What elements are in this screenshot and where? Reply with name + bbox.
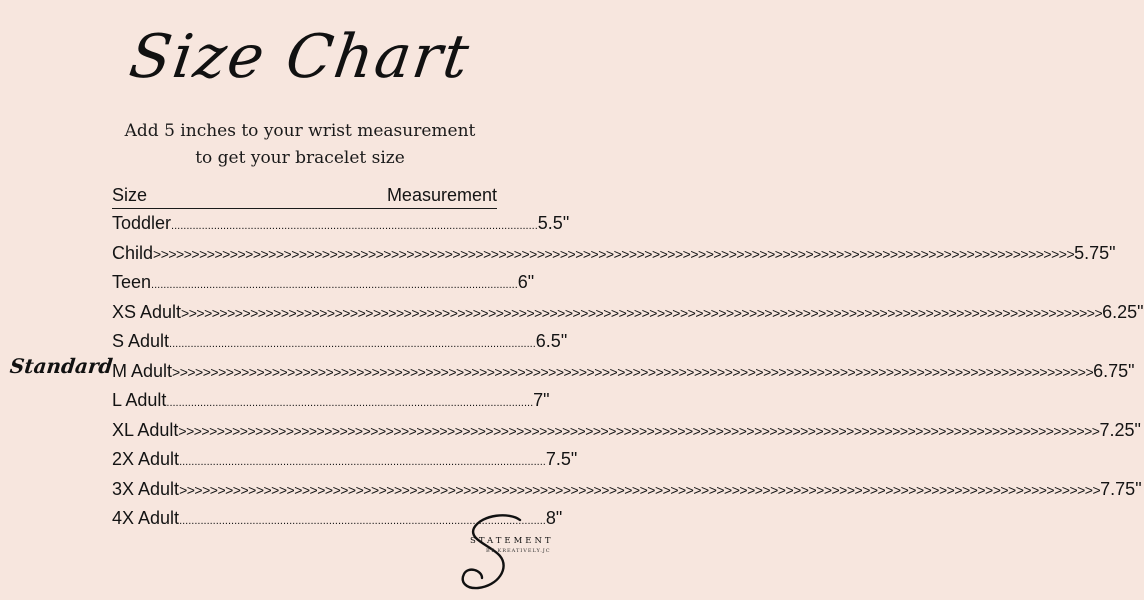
measurement-value: 5.5": [537, 213, 570, 233]
size-label: 4X Adult: [112, 508, 180, 528]
dot-leader: ........................................................................................................................: [179, 515, 546, 527]
subtitle-line-2: to get your bracelet size: [195, 148, 405, 168]
subtitle-line-1: Add 5 inches to your wrist measurement: [124, 121, 476, 141]
size-label: XS Adult: [112, 301, 182, 322]
size-label: 2X Adult: [112, 449, 180, 469]
table-row: [112, 240, 1116, 270]
measurement-value: 6": [517, 272, 535, 292]
size-label: Child: [112, 242, 154, 263]
dot-leader: ........................................................................................................................: [171, 220, 538, 232]
header-measurement: Measurement: [386, 185, 497, 205]
table-row: [112, 505, 563, 535]
size-label: Teen: [112, 272, 152, 292]
table-row: [112, 328, 568, 358]
table-row: [112, 210, 570, 240]
measurement-value: 6.75": [1093, 360, 1135, 381]
measurement-value: 7.25": [1099, 419, 1141, 440]
page-title: Size Chart: [125, 22, 475, 92]
measurement-value: 5.75": [1074, 242, 1116, 263]
logo-tagline: BY KREATIVELY.JC: [486, 548, 551, 554]
logo-word: STATEMENT: [470, 536, 554, 546]
arrow-leader: >>>>>>>>>>>>>>>>>>>>>>>>>>>>>>>>>>>>>>>>>>>>>>>>>>>>>>>>>>>>>>>>>>>>>>>>>>>>>>>>>>>>>>>>>>>>>>>>>>>>>>>>>>>>>>>>>>>>>>>>: [181, 304, 1103, 321]
size-label: Toddler: [112, 213, 172, 233]
size-label: 3X Adult: [112, 478, 180, 499]
size-label: S Adult: [112, 331, 170, 351]
measurement-value: 6.5": [535, 331, 568, 351]
size-table: [112, 210, 1144, 535]
table-header: [112, 184, 497, 209]
arrow-leader: >>>>>>>>>>>>>>>>>>>>>>>>>>>>>>>>>>>>>>>>>>>>>>>>>>>>>>>>>>>>>>>>>>>>>>>>>>>>>>>>>>>>>>>>>>>>>>>>>>>>>>>>>>>>>>>>>>>>>>>>: [179, 481, 1101, 498]
size-label: M Adult: [112, 360, 173, 381]
table-row: [112, 358, 1135, 388]
table-row: [112, 446, 578, 476]
measurement-value: 7": [533, 390, 550, 410]
dot-leader: ........................................................................................................................: [169, 338, 536, 350]
header-size: Size: [112, 185, 148, 205]
table-row: [112, 387, 550, 417]
statement-logo: [452, 512, 582, 592]
measurement-value: 7.5": [545, 449, 578, 469]
size-label: XL Adult: [112, 419, 179, 440]
table-row: [112, 417, 1141, 447]
arrow-leader: >>>>>>>>>>>>>>>>>>>>>>>>>>>>>>>>>>>>>>>>>>>>>>>>>>>>>>>>>>>>>>>>>>>>>>>>>>>>>>>>>>>>>>>>>>>>>>>>>>>>>>>>>>>>>>>>>>>>>>>>: [178, 422, 1100, 439]
arrow-leader: >>>>>>>>>>>>>>>>>>>>>>>>>>>>>>>>>>>>>>>>>>>>>>>>>>>>>>>>>>>>>>>>>>>>>>>>>>>>>>>>>>>>>>>>>>>>>>>>>>>>>>>>>>>>>>>>>>>>>>>>: [172, 363, 1094, 380]
dot-leader: ........................................................................................................................: [166, 397, 534, 409]
table-row: [112, 269, 535, 299]
standard-label: Standard: [8, 354, 114, 378]
measurement-value: 7.75": [1100, 478, 1142, 499]
table-row: [112, 299, 1144, 329]
arrow-leader: >>>>>>>>>>>>>>>>>>>>>>>>>>>>>>>>>>>>>>>>>>>>>>>>>>>>>>>>>>>>>>>>>>>>>>>>>>>>>>>>>>>>>>>>>>>>>>>>>>>>>>>>>>>>>>>>>>>>>>>>: [153, 245, 1075, 262]
size-label: L Adult: [112, 390, 167, 410]
table-row: [112, 476, 1142, 506]
dot-leader: ........................................................................................................................: [179, 456, 546, 468]
dot-leader: ........................................................................................................................: [151, 279, 518, 291]
measurement-value: 6.25": [1102, 301, 1144, 322]
measurement-value: 8": [545, 508, 563, 528]
